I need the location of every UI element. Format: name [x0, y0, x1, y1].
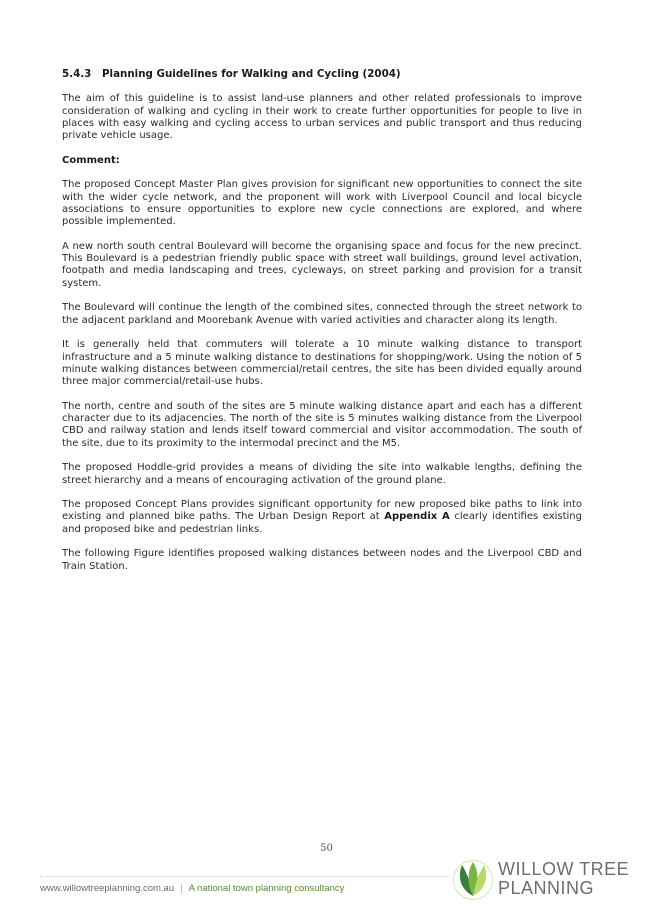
footer [40, 883, 344, 894]
logo-wordmark [498, 860, 629, 898]
document-body [62, 68, 582, 585]
footer-tagline: A national town planning consultancy [188, 883, 345, 894]
footer-separator: | [180, 883, 183, 894]
body-paragraph: The Boulevard will continue the length of the combined sites, connected through the street network to the adjacent parkland and Moorebank Avenue with varied activities and character along its length. [62, 302, 582, 326]
page-number: 50 [320, 843, 333, 854]
section-number: 5.4.3 [62, 68, 92, 80]
body-paragraph: It is generally held that commuters will tolerate a 10 minute walking distance to transport infrastructure and a 5 minute walking distance to destinations for shopping/work. Using the notion of 5 minute walking distances between commercial/retail centres, the site has been divided equally around three major commercial/retail-use hubs. [62, 339, 582, 388]
footer-divider [40, 876, 450, 877]
body-paragraph: The proposed Hoddle-grid provides a means of dividing the site into walkable lengths, defining the street hierarchy and a means of encouraging activation of the ground plane. [62, 462, 582, 486]
section-heading [62, 68, 582, 80]
comment-label: Comment: [62, 154, 120, 166]
appendix-text-before: The proposed Concept Plans provides significant opportunity for new proposed bike paths to link into existing and planned bike paths. The Urban Design Report at [62, 499, 582, 523]
section-title: Planning Guidelines for Walking and Cycling (2004) [102, 68, 401, 80]
company-logo [452, 858, 630, 902]
logo-line-2: PLANNING [498, 878, 595, 898]
appendix-text-after: clearly identifies existing and proposed bike and pedestrian links. [62, 511, 582, 535]
appendix-reference: Appendix A [384, 511, 450, 523]
final-paragraph: The following Figure identifies proposed walking distances between nodes and the Liverpool CBD and Train Station. [62, 548, 582, 572]
intro-paragraph: The aim of this guideline is to assist land-use planners and other related professionals to improve consideration of walking and cycling in their work to create further opportunities for people to live in places with easy walking and cycling access to urban services and public transport and thus reducing private vehicle usage. [62, 93, 582, 142]
appendix-paragraph [62, 499, 582, 536]
body-paragraph: A new north south central Boulevard will become the organising space and focus for the new precinct. This Boulevard is a pedestrian friendly public space with street wall buildings, ground level activation, footpath and media landscaping and trees, cycleways, on street parking and provision for a transit system. [62, 240, 582, 289]
logo-line-1: WILLOW TREE [498, 859, 630, 879]
body-paragraph: The proposed Concept Master Plan gives provision for significant new opportunities to connect the site with the wider cycle network, and the proponent will work with Liverpool Council and local bicycle associations to ensure opportunities to explore new cycle connections are explored, and where possible implemented. [62, 179, 582, 228]
willow-leaf-icon [452, 859, 494, 901]
body-paragraph: The north, centre and south of the sites are 5 minute walking distance apart and each has a different character due to its adjacencies. The north of the site is 5 minutes walking distance from the Liverpool CBD and railway station and lends itself toward commercial and visitor accommodation. The south of the site, due to its proximity to the intermodal precinct and the M5. [62, 400, 582, 449]
footer-website[interactable]: www.willowtreeplanning.com.au [40, 883, 175, 894]
